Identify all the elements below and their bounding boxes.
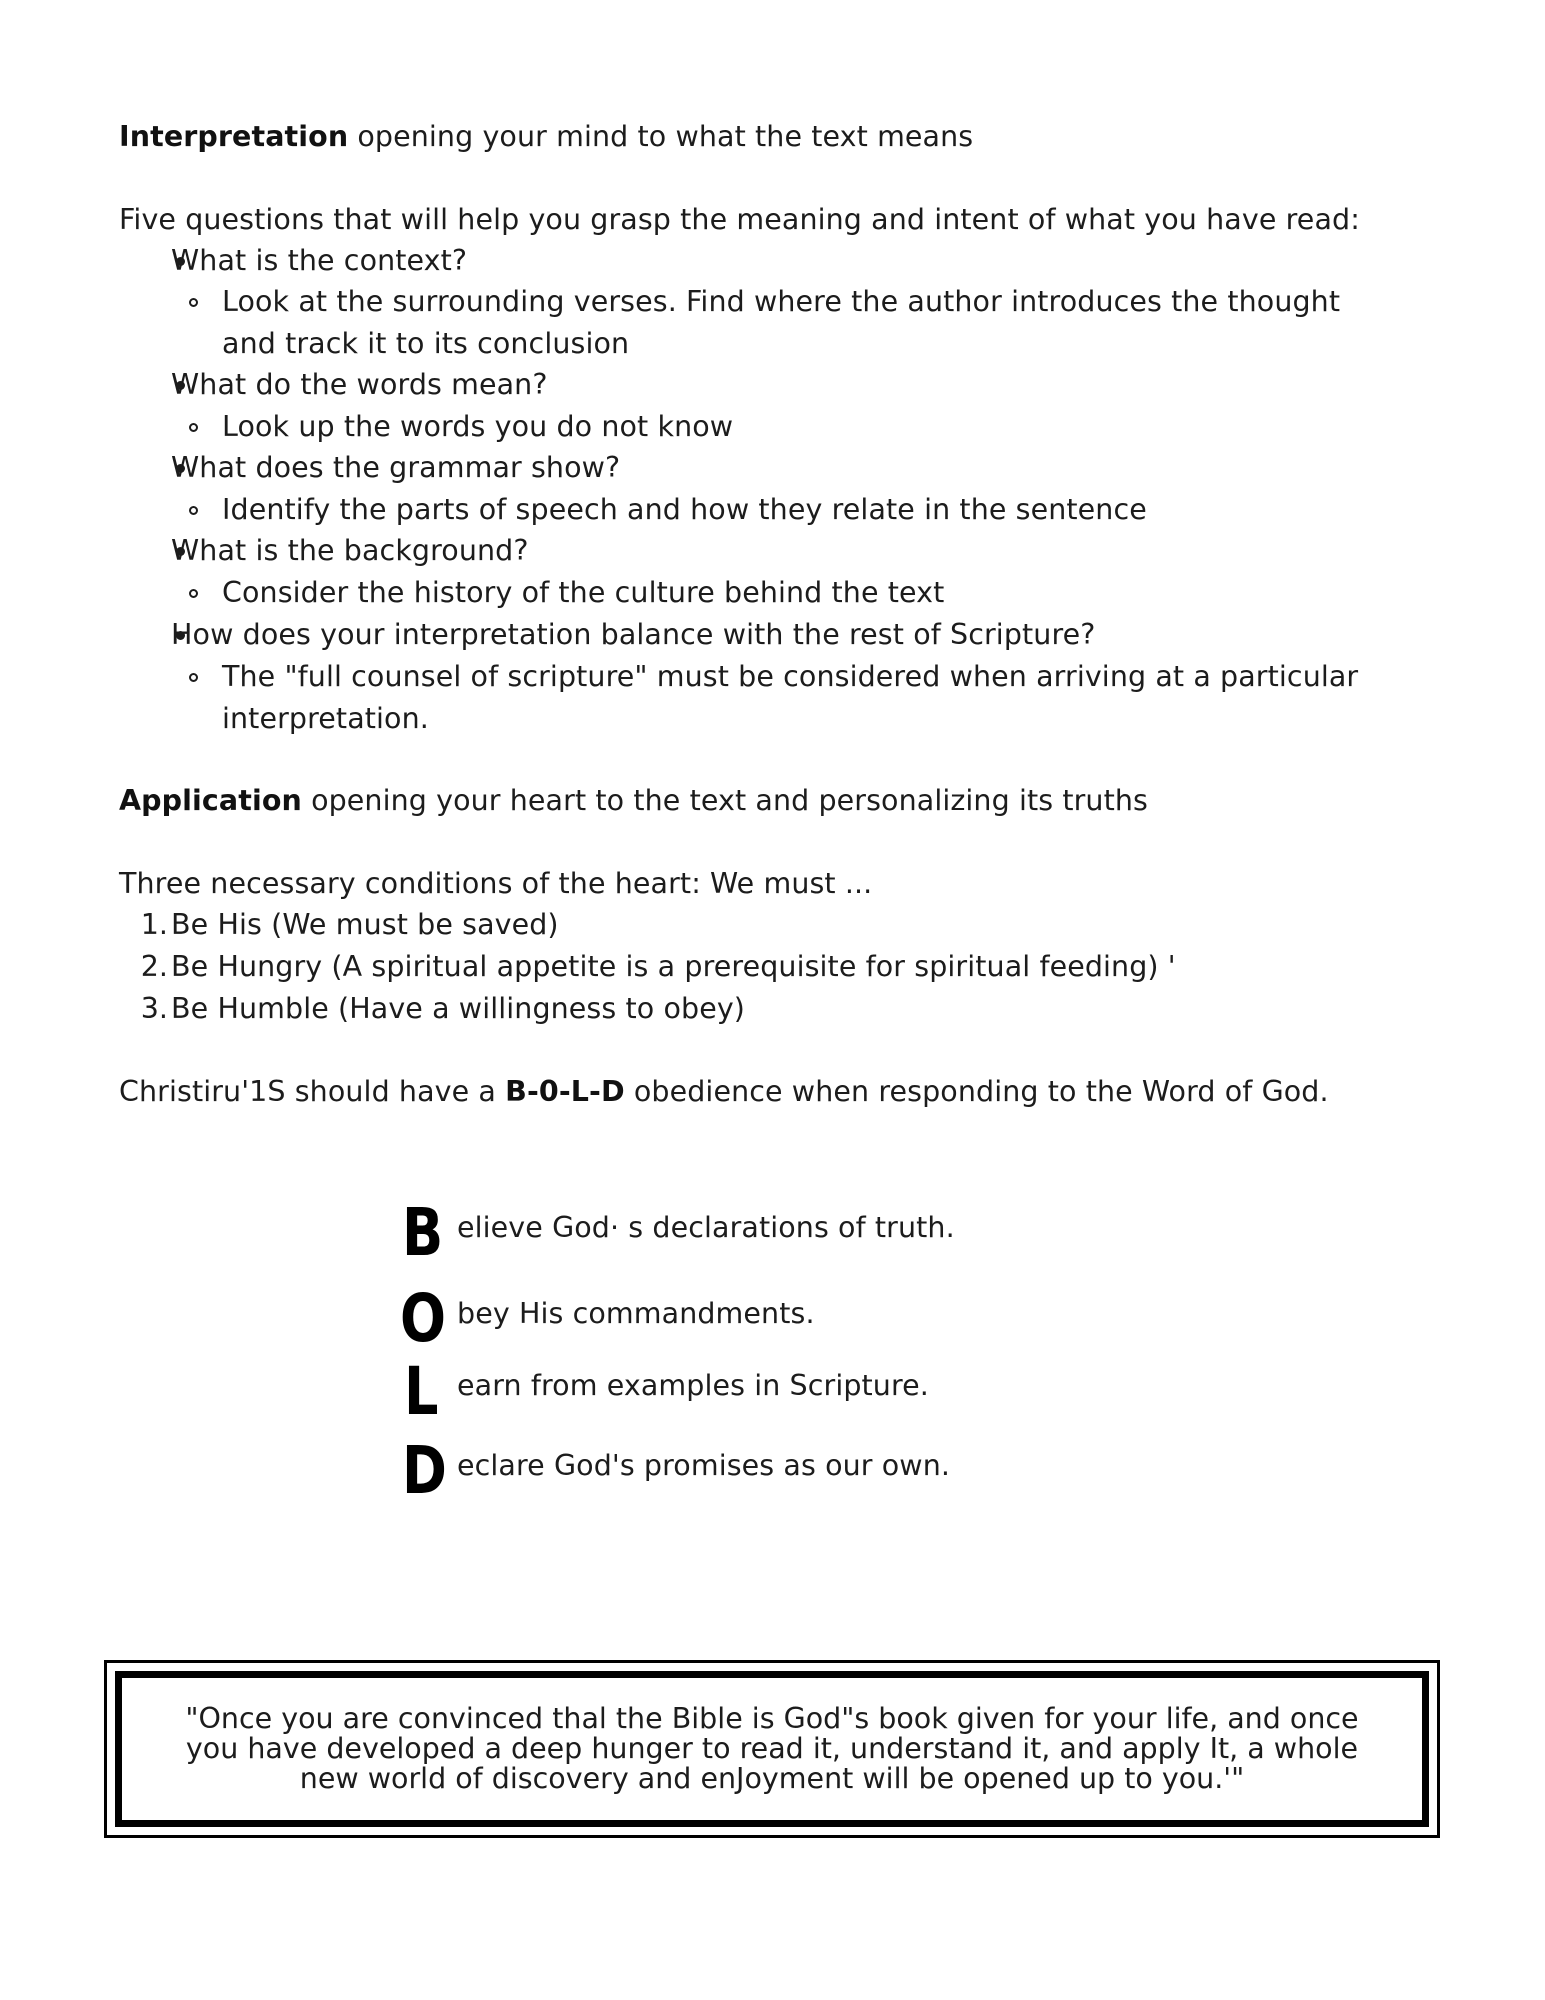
application-heading: Application — [119, 784, 302, 817]
circle-bullet-icon — [189, 423, 198, 432]
acronym-text-d: eclare God's promises as our own. — [457, 1449, 951, 1482]
question-5-sub-2: interpretation. — [222, 702, 429, 735]
question-3-sub-1: Identify the parts of speech and how they relate in the sentence — [222, 493, 1147, 526]
circle-bullet-icon — [189, 298, 198, 307]
question-4-sub-1: Consider the history of the culture behind the text — [222, 576, 945, 609]
question-3: What does the grammar show? — [171, 451, 621, 484]
question-2-sub-1: Look up the words you do not know — [222, 410, 734, 443]
application-intro: Three necessary conditions of the heart: We must ... — [119, 867, 873, 900]
question-1-sub-1: Look at the surrounding verses. Find where the author introduces the thought — [222, 285, 1341, 318]
question-4: What is the background? — [171, 534, 529, 567]
quote-line-3: new world of discovery and enJoyment will be opened up to you.'" — [299, 1762, 1245, 1795]
question-1: What is the context? — [171, 244, 468, 277]
condition-2: Be Hungry (A spiritual appetite is a prerequisite for spiritual feeding) ' — [171, 950, 1176, 983]
acronym-letter-o: O — [400, 1280, 447, 1357]
circle-bullet-icon — [189, 589, 198, 598]
acronym-text-o: bey His commandments. — [457, 1297, 815, 1330]
condition-3: Be Humble (Have a willingness to obey) — [171, 992, 746, 1025]
quote-line-1: "Once you are convinced thal the Bible is God"s book given for your life, and once — [185, 1702, 1359, 1735]
acronym-letter-l: L — [404, 1353, 439, 1430]
condition-number: 1. — [140, 908, 168, 941]
question-5-sub-1: The "full counsel of scripture" must be considered when arriving at a particular — [222, 660, 1359, 693]
bold-statement — [119, 1072, 1329, 1112]
question-1-sub-2: and track it to its conclusion — [222, 327, 630, 360]
circle-bullet-icon — [189, 673, 198, 682]
acronym-text-l: earn from examples in Scripture. — [457, 1369, 929, 1402]
application-subtitle: opening your heart to the text and personalizing its truths — [311, 784, 1148, 817]
acronym-letter-d: D — [402, 1432, 447, 1509]
interpretation-heading: Interpretation — [119, 120, 349, 153]
interpretation-subtitle: opening your mind to what the text means — [357, 120, 974, 153]
condition-1: Be His (We must be saved) — [171, 908, 559, 941]
acronym-letter-b: B — [402, 1194, 444, 1271]
bold-statement-before: Christiru'1S should have a — [119, 1075, 496, 1108]
quote-inner-frame — [115, 1671, 1429, 1827]
quote-line-2: you have developed a deep hunger to read it, understand it, and apply It, a whole — [185, 1732, 1359, 1765]
question-2: What do the words mean? — [171, 368, 548, 401]
interpretation-intro: Five questions that will help you grasp the meaning and intent of what you have read: — [119, 203, 1360, 236]
condition-number: 3. — [140, 992, 168, 1025]
bold-statement-after: obedience when responding to the Word of God. — [633, 1075, 1329, 1108]
bold-statement-acronym: B-0-L-D — [505, 1075, 625, 1108]
quote-box — [104, 1660, 1440, 1838]
interpretation-heading-line — [119, 117, 973, 157]
condition-number: 2. — [140, 950, 168, 983]
application-heading-line — [119, 781, 1148, 821]
acronym-text-b: elieve God· s declarations of truth. — [457, 1211, 955, 1244]
circle-bullet-icon — [189, 506, 198, 515]
quote-text — [185, 1704, 1358, 1794]
question-5: How does your interpretation balance with the rest of Scripture? — [171, 618, 1096, 651]
